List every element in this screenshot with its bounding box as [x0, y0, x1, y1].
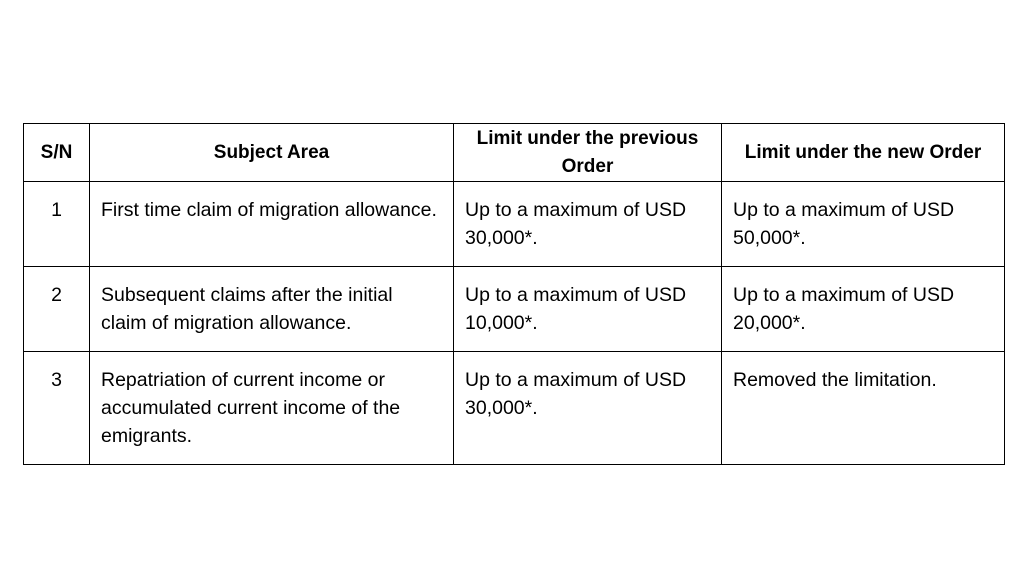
cell-new-limit: Up to a maximum of USD 50,000*. [722, 182, 1005, 267]
cell-sn: 1 [24, 182, 90, 267]
table-body [24, 182, 1005, 465]
cell-previous-limit: Up to a maximum of USD 10,000*. [454, 267, 722, 352]
limits-comparison-table [23, 123, 1005, 465]
cell-subject: Repatriation of current income or accumulated current income of the emigrants. [90, 352, 454, 465]
header-subject-area: Subject Area [90, 124, 454, 182]
cell-sn: 2 [24, 267, 90, 352]
table-header [24, 124, 1005, 182]
header-previous-limit: Limit under the previous Order [454, 124, 722, 182]
cell-new-limit: Up to a maximum of USD 20,000*. [722, 267, 1005, 352]
cell-previous-limit: Up to a maximum of USD 30,000*. [454, 182, 722, 267]
cell-previous-limit: Up to a maximum of USD 30,000*. [454, 352, 722, 465]
cell-new-limit: Removed the limitation. [722, 352, 1005, 465]
cell-sn: 3 [24, 352, 90, 465]
cell-subject: First time claim of migration allowance. [90, 182, 454, 267]
header-sn: S/N [24, 124, 90, 182]
table-row [24, 182, 1005, 267]
header-new-limit: Limit under the new Order [722, 124, 1005, 182]
table-row [24, 352, 1005, 465]
cell-subject: Subsequent claims after the initial claim of migration allowance. [90, 267, 454, 352]
table-row [24, 267, 1005, 352]
header-row [24, 124, 1005, 182]
